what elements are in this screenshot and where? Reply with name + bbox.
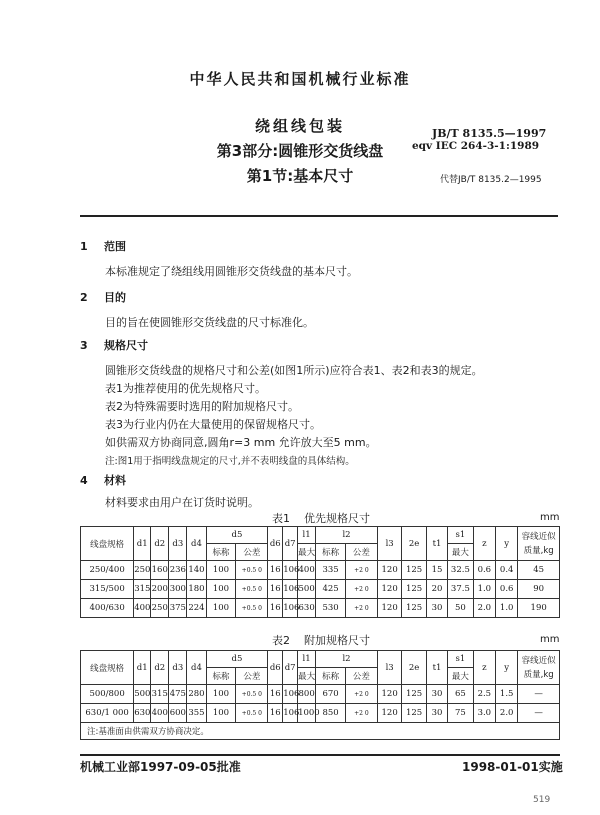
cell-d5-tolerance: +0.5 0 [236, 561, 268, 580]
cell-2e: 125 [402, 685, 426, 704]
cell-s1: 50 [448, 599, 474, 618]
paragraph: 表3为行业内仍在大量使用的保留规格尺寸。 [105, 418, 321, 431]
col-d2: d2 [151, 527, 169, 561]
cell-z: 1.0 [473, 580, 495, 599]
cell-l1: 500 [298, 580, 316, 599]
section-heading-scope [80, 238, 126, 254]
cell-d3: 375 [169, 599, 187, 618]
cell-l1: 1000 [298, 704, 316, 723]
col-l2-nominal: 标称 [316, 668, 346, 685]
document-title: 绕组线包装 [254, 117, 345, 135]
cell-d6: 16 [268, 599, 283, 618]
cell-d7: 106 [283, 599, 298, 618]
cell-d5-tolerance: +0.5 0 [236, 685, 268, 704]
cell-d5-tolerance: +0.5 0 [236, 704, 268, 723]
col-d4: d4 [187, 651, 206, 685]
paragraph: 如供需双方协商同意,圆角r=3 mm 允许放大至5 mm。 [105, 436, 377, 449]
paragraph: 材料要求由用户在订货时说明。 [105, 496, 259, 509]
cell-y: 0.4 [496, 561, 518, 580]
cell-l2-tolerance: +2 0 [345, 599, 377, 618]
cell-l3: 120 [377, 580, 401, 599]
paragraph: 表2为特殊需要时选用的附加规格尺寸。 [105, 400, 299, 413]
paragraph: 表1为推荐使用的优先规格尺寸。 [105, 382, 266, 395]
section-title: 范围 [104, 240, 126, 253]
cell-d1: 250 [134, 561, 151, 580]
col-d1: d1 [134, 651, 151, 685]
table2 [80, 650, 560, 740]
cell-d6: 16 [268, 685, 283, 704]
cell-l2-nominal: 335 [316, 561, 346, 580]
cell-z: 3.0 [473, 704, 495, 723]
cell-d4: 140 [187, 561, 206, 580]
section-heading-purpose [80, 289, 126, 305]
col-s1-max: 最大 [448, 668, 474, 685]
col-d5: d5 [206, 651, 268, 668]
col-d6: d6 [268, 527, 283, 561]
note: 注:图1用于指明线盘规定的尺寸,并不表明线盘的具体结构。 [105, 456, 355, 467]
col-t1: t1 [426, 651, 447, 685]
cell-d5-nominal: 100 [206, 685, 236, 704]
cell-l1: 400 [298, 561, 316, 580]
section-number: 3 [80, 339, 88, 352]
cell-mass: 45 [518, 561, 560, 580]
cell-s1: 32.5 [448, 561, 474, 580]
cell-spec: 630/1 000 [81, 704, 134, 723]
col-t1: t1 [426, 527, 447, 561]
cell-d1: 400 [134, 599, 151, 618]
cell-t1: 15 [426, 561, 447, 580]
col-d2: d2 [151, 651, 169, 685]
section-number: 2 [80, 291, 88, 304]
section-number: 1 [80, 240, 88, 253]
cell-d4: 224 [187, 599, 206, 618]
cell-d5-tolerance: +0.5 0 [236, 599, 268, 618]
section-heading-dimensions [80, 337, 148, 353]
cell-t1: 20 [426, 580, 447, 599]
col-mass: 容线近似质量,kg [518, 651, 560, 685]
cell-d2: 200 [151, 580, 169, 599]
footer-divider [80, 754, 560, 756]
col-d7: d7 [283, 651, 298, 685]
cell-spec: 315/500 [81, 580, 134, 599]
cell-d2: 315 [151, 685, 169, 704]
col-spec: 线盘规格 [81, 651, 134, 685]
col-d5-nominal: 标称 [206, 544, 236, 561]
cell-l2-nominal: 670 [316, 685, 346, 704]
section-title: 材料 [104, 474, 126, 487]
cell-t1: 30 [426, 599, 447, 618]
col-d3: d3 [169, 651, 187, 685]
section-number: 4 [80, 474, 88, 487]
cell-s1: 65 [448, 685, 474, 704]
table-row [81, 599, 560, 618]
cell-d5-tolerance: +0.5 0 [236, 580, 268, 599]
cell-d5-nominal: 100 [206, 599, 236, 618]
col-z: z [473, 527, 495, 561]
paragraph: 圆锥形交货线盘的规格尺寸和公差(如图1所示)应符合表1、表2和表3的规定。 [105, 364, 483, 377]
document-part-title: 第3部分:圆锥形交货线盘 [216, 142, 384, 160]
col-d5-nominal: 标称 [206, 668, 236, 685]
col-l1: l1 [298, 651, 316, 668]
cell-z: 2.5 [473, 685, 495, 704]
cell-d6: 16 [268, 704, 283, 723]
cell-2e: 125 [402, 561, 426, 580]
col-l2: l2 [316, 651, 378, 668]
cell-d6: 16 [268, 580, 283, 599]
cell-l2-nominal: 425 [316, 580, 346, 599]
cell-l2-nominal: 530 [316, 599, 346, 618]
cell-mass: 90 [518, 580, 560, 599]
effective-date: 1998-01-01实施 [462, 760, 563, 774]
cell-l3: 120 [377, 599, 401, 618]
table-row [81, 704, 560, 723]
col-d7: d7 [283, 527, 298, 561]
col-spec: 线盘规格 [81, 527, 134, 561]
cell-mass: — [518, 685, 560, 704]
table2-note: 注:基准面由供需双方协商决定。 [81, 723, 560, 740]
cell-d5-nominal: 100 [206, 561, 236, 580]
cell-mass: — [518, 704, 560, 723]
col-l3: l3 [377, 527, 401, 561]
table-title: 优先规格尺寸 [304, 512, 370, 525]
standard-code: JB/T 8135.5—1997 [432, 127, 547, 140]
cell-y: 2.0 [496, 704, 518, 723]
cell-d1: 315 [134, 580, 151, 599]
section-title: 目的 [104, 291, 126, 304]
cell-d5-nominal: 100 [206, 704, 236, 723]
cell-d2: 400 [151, 704, 169, 723]
col-mass: 容线近似质量,kg [518, 527, 560, 561]
col-y: y [496, 651, 518, 685]
cell-l2-tolerance: +2 0 [345, 704, 377, 723]
cell-mass: 190 [518, 599, 560, 618]
cell-spec: 500/800 [81, 685, 134, 704]
section-title: 规格尺寸 [104, 339, 148, 352]
cell-l2-tolerance: +2 0 [345, 685, 377, 704]
col-s1-max: 最大 [448, 544, 474, 561]
col-y: y [496, 527, 518, 561]
col-z: z [473, 651, 495, 685]
equivalent-standard: eqv IEC 264-3-1:1989 [412, 140, 540, 152]
unit-label: mm [540, 512, 560, 523]
cell-d1: 630 [134, 704, 151, 723]
col-s1: s1 [448, 527, 474, 544]
col-d5-tolerance: 公差 [236, 668, 268, 685]
col-s1: s1 [448, 651, 474, 668]
col-d4: d4 [187, 527, 206, 561]
col-l2-nominal: 标称 [316, 544, 346, 561]
cell-l2-nominal: 850 [316, 704, 346, 723]
table-number: 表1 [272, 512, 290, 525]
table-row [81, 685, 560, 704]
cell-l2-tolerance: +2 0 [345, 561, 377, 580]
cell-l3: 120 [377, 561, 401, 580]
col-l2-tolerance: 公差 [345, 544, 377, 561]
cell-t1: 30 [426, 704, 447, 723]
cell-d4: 180 [187, 580, 206, 599]
table1 [80, 526, 560, 618]
cell-d6: 16 [268, 561, 283, 580]
cell-l3: 120 [377, 704, 401, 723]
cell-2e: 125 [402, 704, 426, 723]
cell-d4: 280 [187, 685, 206, 704]
unit-label: mm [540, 634, 560, 645]
col-d3: d3 [169, 527, 187, 561]
cell-d7: 106 [283, 561, 298, 580]
col-d5-tolerance: 公差 [236, 544, 268, 561]
col-l3: l3 [377, 651, 401, 685]
replaces-standard: 代替JB/T 8135.2—1995 [440, 175, 542, 185]
cell-d7: 106 [283, 685, 298, 704]
cell-d1: 500 [134, 685, 151, 704]
col-l1: l1 [298, 527, 316, 544]
cell-y: 1.5 [496, 685, 518, 704]
col-l2-tolerance: 公差 [345, 668, 377, 685]
table-row [81, 561, 560, 580]
cell-l3: 120 [377, 685, 401, 704]
table-number: 表2 [272, 634, 290, 647]
cell-y: 1.0 [496, 599, 518, 618]
cell-d3: 300 [169, 580, 187, 599]
table1-caption [272, 510, 370, 526]
col-l1-max: 最大 [298, 544, 316, 561]
cell-l1: 630 [298, 599, 316, 618]
cell-y: 0.6 [496, 580, 518, 599]
paragraph: 本标准规定了绕组线用圆锥形交货线盘的基本尺寸。 [105, 265, 358, 278]
table2-caption [272, 632, 370, 648]
paragraph: 目的旨在使圆锥形交货线盘的尺寸标准化。 [105, 316, 314, 329]
cell-d3: 475 [169, 685, 187, 704]
cell-spec: 400/630 [81, 599, 134, 618]
cell-2e: 125 [402, 599, 426, 618]
col-d5: d5 [206, 527, 268, 544]
cell-t1: 30 [426, 685, 447, 704]
cell-s1: 37.5 [448, 580, 474, 599]
cell-s1: 75 [448, 704, 474, 723]
cell-d4: 355 [187, 704, 206, 723]
cell-d2: 250 [151, 599, 169, 618]
cell-spec: 250/400 [81, 561, 134, 580]
cell-l2-tolerance: +2 0 [345, 580, 377, 599]
page-number: 519 [533, 795, 551, 805]
col-l1-max: 最大 [298, 668, 316, 685]
col-d6: d6 [268, 651, 283, 685]
cell-z: 0.6 [473, 561, 495, 580]
cell-d2: 160 [151, 561, 169, 580]
organization-title: 中华人民共和国机械行业标准 [189, 70, 411, 88]
table-row [81, 580, 560, 599]
col-l2: l2 [316, 527, 378, 544]
cell-l1: 800 [298, 685, 316, 704]
cell-d3: 236 [169, 561, 187, 580]
col-2e: 2e [402, 651, 426, 685]
col-d1: d1 [134, 527, 151, 561]
col-2e: 2e [402, 527, 426, 561]
approval-date: 机械工业部1997-09-05批准 [80, 760, 241, 774]
cell-d7: 106 [283, 704, 298, 723]
cell-d5-nominal: 100 [206, 580, 236, 599]
cell-d7: 106 [283, 580, 298, 599]
header-divider [80, 215, 558, 217]
cell-z: 2.0 [473, 599, 495, 618]
section-heading-material [80, 472, 126, 488]
table-title: 附加规格尺寸 [304, 634, 370, 647]
cell-2e: 125 [402, 580, 426, 599]
document-section-title: 第1节:基本尺寸 [246, 167, 354, 185]
cell-d3: 600 [169, 704, 187, 723]
